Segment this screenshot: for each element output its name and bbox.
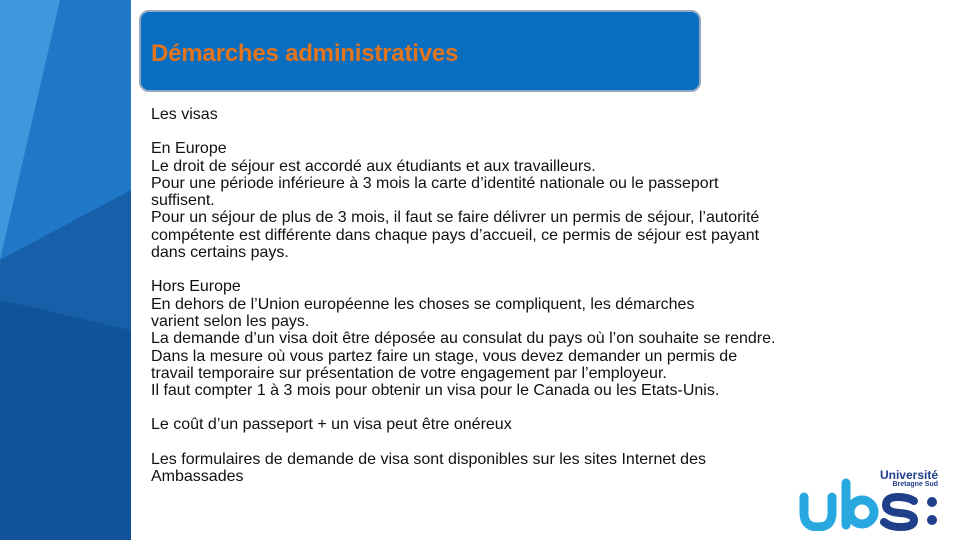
logo-letter-b-bowl (850, 500, 874, 524)
hors-europe-line: travail temporaire sur présentation de votre engagement par l’employeur. (151, 364, 667, 382)
logo-letter-s (884, 497, 914, 527)
europe-line: Pour une période inférieure à 3 mois la carte d’identité nationale ou le passeport (151, 174, 719, 192)
hors-europe-line: Dans la mesure où vous partez faire un stage, vous devez demander un permis de (151, 347, 738, 365)
band-facet-shadow (0, 300, 131, 540)
cost-note: Le coût d’un passeport + un visa peut être onéreux (151, 416, 512, 434)
europe-line: Pour un séjour de plus de 3 mois, il faut se faire délivrer un permis de séjour, l’autorité (151, 209, 760, 227)
logo-subtitle: Bretagne Sud (892, 481, 938, 488)
band-facet-top (0, 0, 60, 260)
europe-line: compétente est différente dans chaque pays d’accueil, ce permis de séjour est payant (151, 226, 760, 244)
section-heading: Les visas (151, 106, 218, 123)
europe-line: Le droit de séjour est accordé aux étudiants et aux travailleurs. (151, 157, 596, 175)
logo-university-text: Université (879, 468, 938, 482)
logo-ubs-mark (796, 469, 944, 531)
hors-europe-section (151, 278, 871, 399)
europe-line: suffisent. (151, 192, 215, 210)
hors-europe-line: Il faut compter 1 à 3 mois pour obtenir un visa pour le Canada ou les Etats-Unis. (151, 382, 720, 400)
europe-label: En Europe (151, 140, 227, 158)
europe-line: dans certains pays. (151, 244, 289, 262)
forms-note (151, 451, 871, 486)
band-shading (0, 0, 131, 540)
logo-dot-bottom (927, 515, 937, 525)
title-box (139, 10, 701, 92)
university-logo (796, 469, 944, 531)
slide-body (151, 106, 871, 485)
hors-europe-line: La demande d’un visa doit être déposée au consulat du pays où l’on souhaite se rendre. (151, 330, 776, 348)
hors-europe-label: Hors Europe (151, 278, 241, 296)
slide-title: Démarches administratives (151, 40, 459, 67)
hors-europe-line: varient selon les pays. (151, 312, 310, 330)
left-decorative-band (0, 0, 131, 540)
logo-dot-top (927, 497, 937, 507)
europe-section (151, 140, 871, 261)
logo-letter-u (804, 497, 832, 527)
forms-note-line: Ambassades (151, 468, 244, 486)
forms-note-line: Les formulaires de demande de visa sont disponibles sur les sites Internet des (151, 450, 706, 468)
hors-europe-line: En dehors de l’Union européenne les choses se compliquent, les démarches (151, 295, 695, 313)
